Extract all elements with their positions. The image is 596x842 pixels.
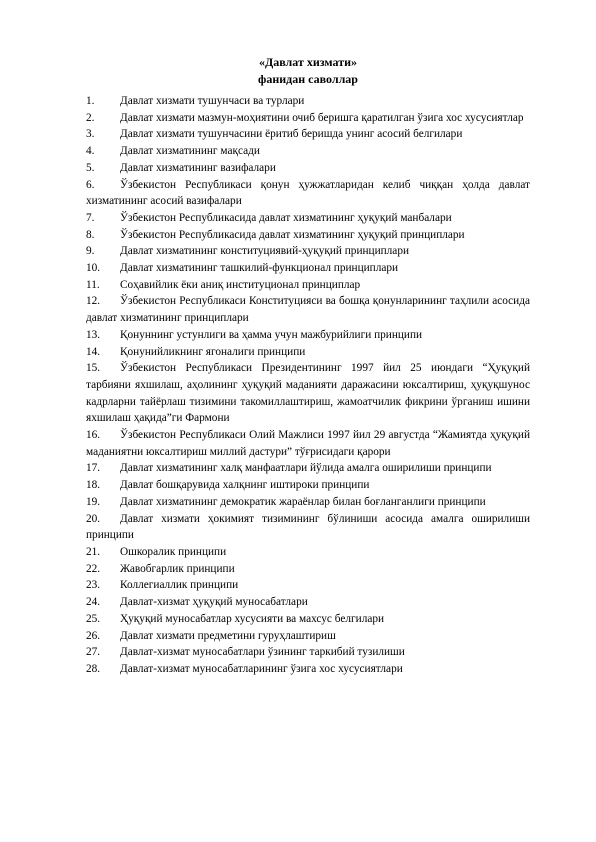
question-number: 26. [86, 629, 101, 642]
question-item [86, 628, 530, 645]
question-number: 19. [86, 495, 101, 508]
question-item [86, 611, 530, 628]
question-item [86, 460, 530, 477]
question-text: Давлат хизмати тушунчаси ва турлари [120, 95, 305, 107]
title-line-1: «Давлат хизмати» [258, 55, 358, 69]
question-item [86, 126, 530, 143]
question-number: 13. [86, 328, 101, 341]
question-item [86, 210, 530, 227]
question-item [86, 544, 530, 561]
title-line-2: фанидан саволлар [258, 71, 358, 86]
question-item [86, 143, 530, 160]
question-item [86, 477, 530, 494]
question-text: Ўзбекистон Республикаси Олий Мажлиси 1997 йил 29 августда “Жамиятда ҳуқуқий маданиятни юксалтириш миллий дастури” тўғрисидаги қарори [86, 429, 530, 458]
question-number: 14. [86, 345, 101, 358]
question-text: Жавобгарлик принципи [120, 562, 235, 575]
question-number: 22. [86, 562, 101, 575]
question-item [86, 277, 530, 294]
question-item [86, 327, 530, 344]
question-number: 16. [86, 429, 101, 442]
question-text: Давлат бошқарувида халқнинг иштироки принципи [120, 479, 370, 492]
question-number: 21. [86, 545, 101, 558]
question-number: 25. [86, 612, 101, 625]
document-title [86, 54, 530, 87]
question-item [86, 243, 530, 260]
question-text: Давлат-хизмат муносабатлари ўзининг таркибий тузилиши [120, 646, 405, 659]
question-list [86, 93, 530, 678]
question-number: 11. [86, 278, 100, 291]
question-number: 6. [86, 178, 95, 191]
question-number: 9. [86, 245, 95, 258]
question-text: Коллегиаллик принципи [120, 579, 239, 592]
question-number: 27. [86, 646, 101, 659]
question-item [86, 561, 530, 578]
question-text: Давлат хизматининг вазифалари [120, 161, 276, 174]
question-text: Давлат-хизмат муносабатларининг ўзига хос хусусиятлари [120, 662, 403, 675]
question-number: 18. [86, 479, 101, 492]
question-number: 3. [86, 128, 95, 141]
question-text: Ўзбекистон Республикаси Президентининг 1997 йил 25 июндаги “Ҳуқуқий тарбияни яхшилаш, аҳолининг ҳуқуқий маданияти даражасини юксалтириш, ҳуқуқшунос кадрларни тайёрлаш тизимини такомиллаштириш, жамоатчилик фикрини ўрганиш ишини яхшилаш ҳақида”ги Фармони [86, 362, 530, 425]
question-number: 28. [86, 662, 101, 675]
question-number: 2. [86, 111, 95, 124]
question-text: Давлат хизматининг мақсади [120, 145, 260, 158]
question-number: 12. [86, 295, 101, 308]
question-text: Давлат хизмати ҳокимият тизимининг бўлиниши асосида амалга оширилиши принципи [86, 512, 530, 542]
question-item [86, 177, 530, 210]
document-page [86, 54, 530, 678]
question-item [86, 360, 530, 427]
question-number: 23. [86, 579, 101, 592]
question-item [86, 427, 530, 460]
question-number: 20. [86, 512, 101, 525]
question-item [86, 661, 530, 678]
question-text: Ўзбекистон Республикаси Конституцияси ва бошқа қонунларининг таҳлили асосида давлат хизматининг принциплари [86, 295, 530, 325]
question-item [86, 494, 530, 511]
question-number: 15. [86, 362, 101, 375]
question-item [86, 227, 530, 244]
question-number: 5. [86, 161, 95, 174]
question-item [86, 93, 530, 110]
question-number: 17. [86, 462, 101, 475]
question-text: Қонуннинг устунлиги ва ҳамма учун мажбурийлиги принципи [120, 328, 423, 341]
question-text: Давлат хизматининг халқ манфаатлари йўлида амалга оширилиши принципи [120, 462, 492, 475]
question-item [86, 644, 530, 661]
question-text: Соҳавийлик ёки аниқ институционал принциплар [120, 278, 361, 291]
question-text: Давлат хизматининг демократик жараёнлар билан боғланганлиги принципи [120, 495, 486, 508]
question-text: Давлат хизматининг конституциявий-ҳуқуқий принциплари [120, 245, 410, 258]
question-number: 4. [86, 145, 95, 158]
question-text: Давлат хизмати предметини гуруҳлаштириш [120, 629, 336, 642]
question-text: Давлат-хизмат ҳуқуқий муносабатлари [120, 596, 308, 609]
question-number: 1. [86, 95, 95, 107]
question-text: Давлат хизмати тушунчасини ёритиб беришда унинг асосий белгилари [120, 128, 463, 141]
question-text: Қонунийликнинг ягоналиги принципи [120, 345, 306, 358]
question-number: 8. [86, 228, 95, 241]
question-number: 10. [86, 262, 101, 275]
question-item [86, 260, 530, 277]
question-item [86, 293, 530, 326]
question-item [86, 110, 530, 127]
question-text: Ўзбекистон Республикасида давлат хизматининг ҳуқуқий принциплари [120, 228, 465, 241]
question-number: 24. [86, 596, 101, 609]
question-item [86, 344, 530, 361]
question-text: Давлат хизмати мазмун-моҳиятини очиб беришга қаратилган ўзига хос хусусиятлар [120, 111, 524, 124]
question-text: Давлат хизматининг ташкилий-функционал принциплари [120, 262, 399, 275]
question-item [86, 160, 530, 177]
question-text: Ошкоралик принципи [120, 545, 227, 558]
question-item [86, 577, 530, 594]
question-number: 7. [86, 211, 95, 224]
question-item [86, 594, 530, 611]
question-text: Ўзбекистон Республикаси қонун ҳужжатларидан келиб чиққан ҳолда давлат хизматининг асосий вазифалари [86, 178, 530, 208]
question-text: Ҳуқуқий муносабатлар хусусияти ва махсус белгилари [120, 612, 385, 625]
question-item [86, 511, 530, 544]
question-text: Ўзбекистон Республикасида давлат хизматининг ҳуқуқий манбалари [120, 211, 452, 224]
